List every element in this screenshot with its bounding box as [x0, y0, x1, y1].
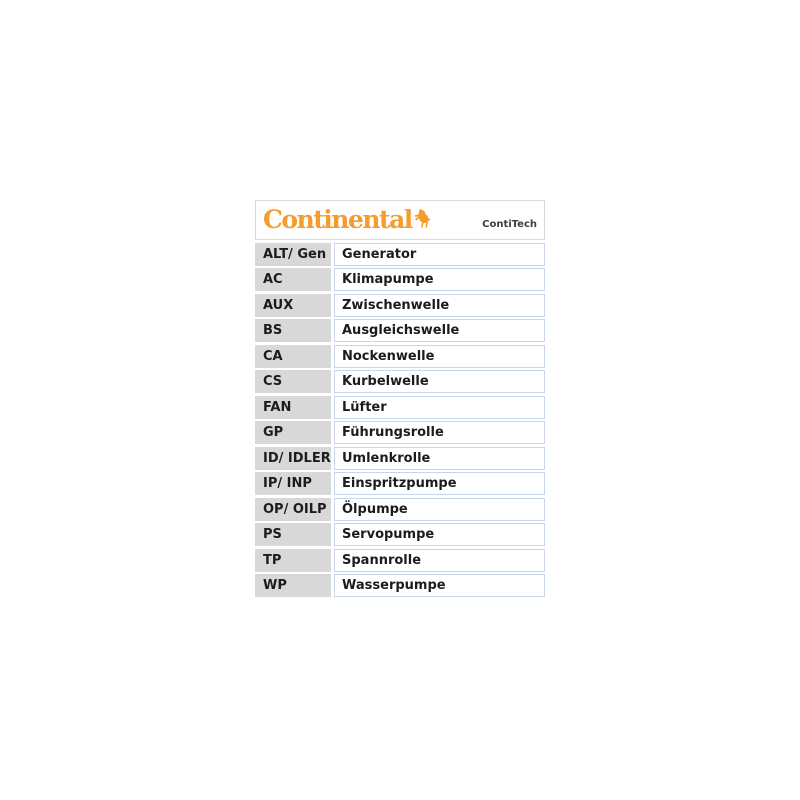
term-cell: Generator	[334, 243, 545, 266]
term-cell: Ausgleichswelle	[334, 319, 545, 342]
abbr-cell: PS	[255, 523, 331, 546]
abbr-cell: GP	[255, 421, 331, 444]
table-row	[255, 549, 545, 572]
table-row	[255, 294, 545, 317]
table-row	[255, 523, 545, 546]
term-cell: Führungsrolle	[334, 421, 545, 444]
term-cell: Lüfter	[334, 396, 545, 419]
continental-logo	[256, 204, 431, 234]
abbr-cell: CA	[255, 345, 331, 368]
abbr-cell: AUX	[255, 294, 331, 317]
term-cell: Ölpumpe	[334, 498, 545, 521]
term-cell: Umlenkrolle	[334, 447, 545, 470]
table-row	[255, 574, 545, 597]
abbr-cell: ALT/ Gen	[255, 243, 331, 266]
contitech-label: ContiTech	[482, 219, 537, 230]
term-cell: Kurbelwelle	[334, 370, 545, 393]
abbr-cell: AC	[255, 268, 331, 291]
legend-panel	[255, 200, 545, 597]
table-row	[255, 447, 545, 470]
term-cell: Klimapumpe	[334, 268, 545, 291]
table-row	[255, 268, 545, 291]
abbr-cell: OP/ OILP	[255, 498, 331, 521]
rearing-horse-icon	[414, 208, 431, 229]
term-cell: Einspritzpumpe	[334, 472, 545, 495]
table-row	[255, 345, 545, 368]
abbr-cell: BS	[255, 319, 331, 342]
abbr-cell: IP/ INP	[255, 472, 331, 495]
term-cell: Wasserpumpe	[334, 574, 545, 597]
table-row	[255, 370, 545, 393]
continental-wordmark: Continental	[263, 204, 412, 234]
table-row	[255, 421, 545, 444]
term-cell: Zwischenwelle	[334, 294, 545, 317]
abbr-cell: TP	[255, 549, 331, 572]
abbr-cell: FAN	[255, 396, 331, 419]
abbr-cell: ID/ IDLER	[255, 447, 331, 470]
table-row	[255, 498, 545, 521]
brand-header	[255, 200, 545, 240]
table-row	[255, 472, 545, 495]
term-cell: Nockenwelle	[334, 345, 545, 368]
legend-table	[255, 243, 545, 598]
abbr-cell: CS	[255, 370, 331, 393]
table-row	[255, 319, 545, 342]
term-cell: Servopumpe	[334, 523, 545, 546]
abbr-cell: WP	[255, 574, 331, 597]
table-row	[255, 243, 545, 266]
table-row	[255, 396, 545, 419]
term-cell: Spannrolle	[334, 549, 545, 572]
